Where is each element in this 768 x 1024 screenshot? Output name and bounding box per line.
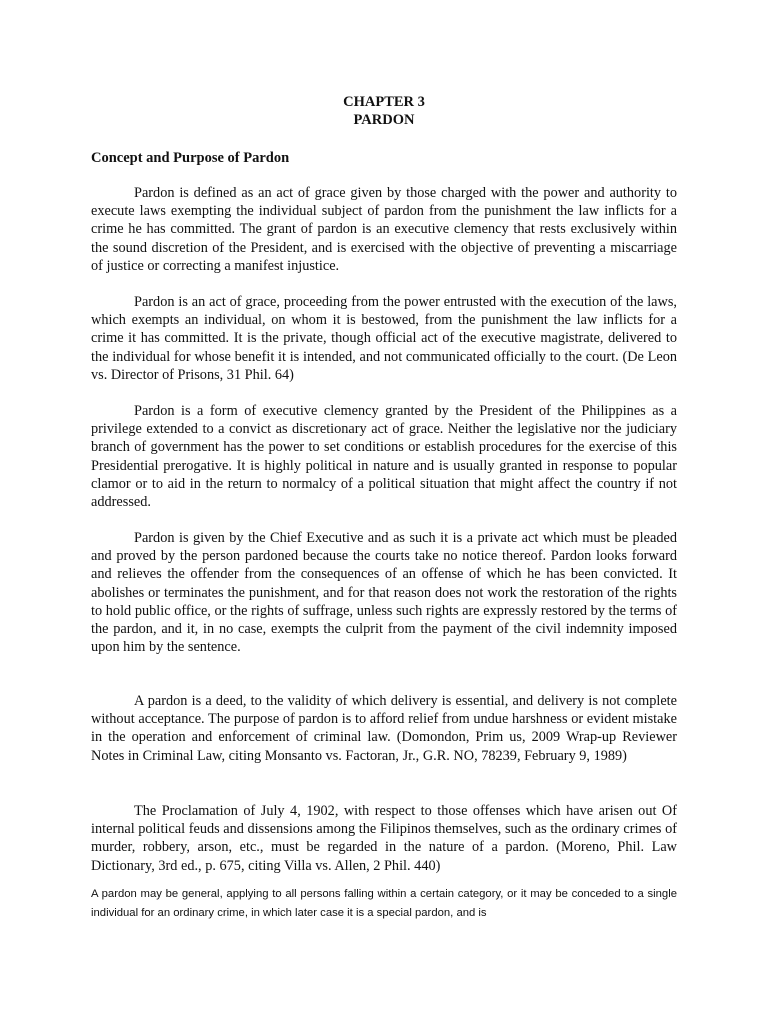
- paragraph-definition: Pardon is defined as an act of grace given by those charged with the power and authority to execute laws exempting the individual subject of pardon from the punishment the law inflicts for a crime he has committed. The grant of pardon is an executive clemency that rests exclusively within the sound discretion of the President, and is exercised with the objective of preventing a miscarriage of justice or correcting a manifest injustice.: [91, 185, 677, 274]
- section-title: Concept and Purpose of Pardon: [91, 150, 290, 166]
- paragraph-proclamation: The Proclamation of July 4, 1902, with respect to those offenses which have arisen out Of internal political feuds and dissensions among the Filipinos themselves, such as the ordinary crimes of murder, robbery, arson, etc., must be regarded in the nature of a pardon. (Moreno, Phil. Law Dictionary, 3rd ed., p. 675, citing Villa vs. Allen, 2 Phil. 440): [91, 803, 677, 874]
- chapter-heading: [0, 93, 768, 129]
- paragraph-executive-clemency: Pardon is a form of executive clemency granted by the President of the Philippines as a privilege extended to a convict as discretionary act of grace. Neither the legislative nor the judiciary branch of government has the power to set conditions or establish procedures for the exercise of this Presidential prerogative. It is highly political in nature and is usually granted in response to popular clamor or to aid in the return to normalcy of a political situation that might affect the country if not addressed.: [91, 403, 677, 511]
- paragraph-chief-executive: Pardon is given by the Chief Executive and as such it is a private act which must be pleaded and proved by the person pardoned because the courts take no notice thereof. Pardon looks forward and relieves the offender from the consequences of an offense of which he has been convicted. It abolishes or terminates the punishment, and for that reason does not work the restoration of the rights to hold public office, or the rights of suffrage, unless such rights are expressly restored by the terms of the pardon, and it, in no case, exempts the culprit from the payment of the civil indemnity imposed upon him by the sentence.: [91, 530, 677, 656]
- paragraph-deed: A pardon is a deed, to the validity of which delivery is essential, and delivery is not complete without acceptance. The purpose of pardon is to afford relief from undue harshness or evident mistake in the operation and enforcement of criminal law. (Domondon, Prim us, 2009 Wrap-up Reviewer Notes in Criminal Law, citing Monsanto vs. Factoran, Jr., G.R. NO, 78239, February 9, 1989): [91, 693, 677, 764]
- paragraph-act-of-grace: Pardon is an act of grace, proceeding from the power entrusted with the execution of the laws, which exempts an individual, on whom it is bestowed, from the punishment the law inflicts for a crime it has committed. It is the private, though official act of the executive magistrate, delivered to the individual for whose benefit it is intended, and not communicated officially to the court. (De Leon vs. Director of Prisons, 31 Phil. 64): [91, 294, 677, 383]
- paragraph-general-pardon: A pardon may be general, applying to all persons falling within a certain category, or it may be conceded to a single individual for an ordinary crime, in which later case it is a special pardon, and is: [91, 888, 677, 919]
- chapter-label: CHAPTER 3: [343, 94, 425, 110]
- chapter-title: PARDON: [353, 112, 415, 128]
